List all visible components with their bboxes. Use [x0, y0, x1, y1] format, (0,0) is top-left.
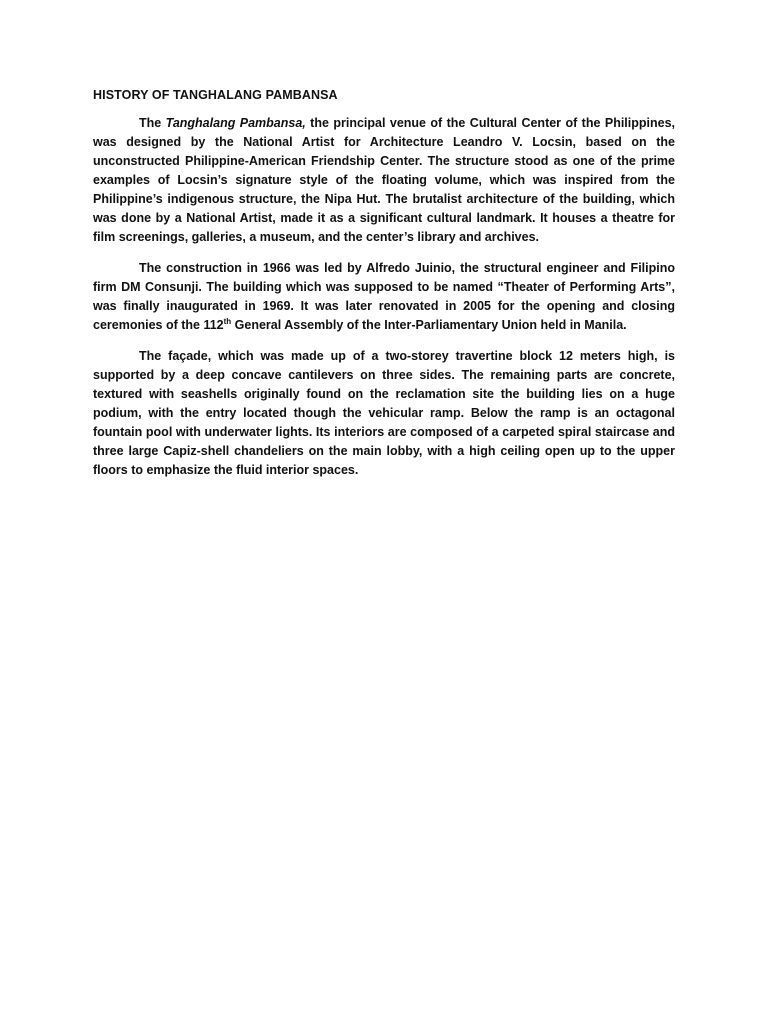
ordinal-suffix: th [223, 316, 232, 326]
paragraph-1 [93, 114, 675, 247]
paragraph-2-start: The construction in 1966 was led by Alfredo Juinio, the structural engineer and Filipino firm DM Consunji. The building which was supposed to be named “Theater of Performing Arts”, was finally inaugurated in 1969. It was later renovated in 2005 for the opening and closing ceremonies of the 112 [93, 261, 675, 332]
paragraph-2 [93, 259, 675, 335]
document-page [93, 88, 675, 492]
paragraph-1-italic-term: Tanghalang Pambansa, [165, 116, 306, 130]
paragraph-2-rest: General Assembly of the Inter-Parliamentary Union held in Manila. [231, 318, 627, 332]
paragraph-1-rest: the principal venue of the Cultural Center of the Philippines, was designed by the National Artist for Architecture Leandro V. Locsin, based on the unconstructed Philippine-American Friendship Center. The structure stood as one of the prime examples of Locsin’s signature style of the floating volume, which was inspired from the Philippine’s indigenous structure, the Nipa Hut. The brutalist architecture of the building, which was done by a National Artist, made it as a significant cultural landmark. It houses a theatre for film screenings, galleries, a museum, and the center’s library and archives. [93, 116, 676, 244]
paragraph-3: The façade, which was made up of a two-storey travertine block 12 meters high, is supported by a deep concave cantilevers on three sides. The remaining parts are concrete, textured with seashells originally found on the reclamation site the building lies on a huge podium, with the entry located though the vehicular ramp. Below the ramp is an octagonal fountain pool with underwater lights. Its interiors are composed of a carpeted spiral staircase and three large Capiz-shell chandeliers on the main lobby, with a high ceiling open up to the upper floors to emphasize the fluid interior spaces. [93, 349, 675, 477]
paragraph-1-start: The [139, 116, 166, 130]
document-title: HISTORY OF TANGHALANG PAMBANSA [93, 88, 338, 102]
